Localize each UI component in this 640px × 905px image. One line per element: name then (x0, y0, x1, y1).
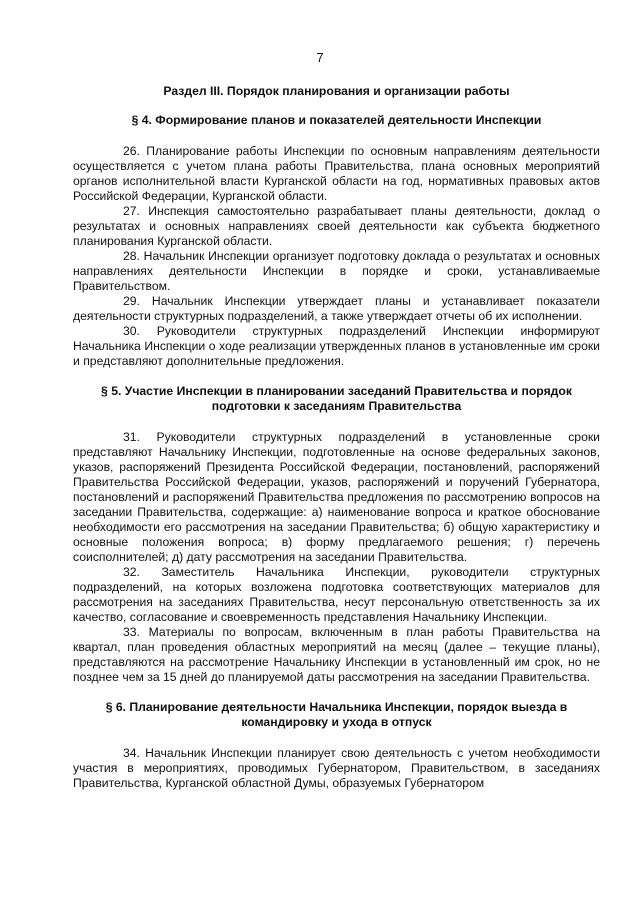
clause-30: 30. Руководители структурных подразделений Инспекции информируют Начальника Инспекции о ходе реализации утвержденных планов в установленные им сроки и представляют дополнительные предложения. (73, 324, 600, 368)
clause-31: 31. Руководители структурных подразделений в установленные сроки представляют Начальнику Инспекции, подготовленные на основе федеральных законов, указов, распоряжений Президента Российской Федерации, постановлений, распоряжений Правительства Российской Федерации, указов, распоряжений и поручений Губернатора, постановлений и распоряжений Правительства предложения по рассмотрению вопросов на заседании Правительства, содержащие: а) наименование вопроса и краткое обоснование необходимости его рассмотрения на заседании Правительства; б) общую характеристику и основные положения вопроса; в) форму предлагаемого решения; г) перечень соисполнителей; д) дату рассмотрения на заседании Правительства. (73, 430, 600, 564)
clause-34: 34. Начальник Инспекции планирует свою деятельность с учетом необходимости участия в мероприятиях, проводимых Губернатором, Правительством, в заседаниях Правительства, Курганской областной Думы, образуемых Губернатором (73, 746, 600, 790)
clause-28: 28. Начальник Инспекции организует подготовку доклада о результатах и основных направлениях деятельности Инспекции в порядке и сроки, устанавливаемые Правительством. (73, 249, 600, 293)
clause-32: 32. Заместитель Начальника Инспекции, руководители структурных подразделений, на которых возложена подготовка соответствующих материалов для рассмотрения на заседаниях Правительства, несут персональную ответственность за их качество, согласование и своевременность представления Начальнику Инспекции. (73, 565, 600, 624)
clause-26: 26. Планирование работы Инспекции по основным направлениям деятельности осуществляется с учетом плана работы Правительства, плана основных мероприятий органов исполнительной власти Курганской области на год, нормативных правовых актов Российской Федерации, Курганской области. (73, 144, 600, 203)
document-body (73, 84, 600, 791)
paragraph-6-title: § 6. Планирование деятельности Начальника Инспекции, порядок выезда в командировку и ухода в отпуск (105, 700, 568, 729)
paragraph-4-title: § 4. Формирование планов и показателей деятельности Инспекции (131, 113, 542, 127)
paragraph-5-title: § 5. Участие Инспекции в планировании заседаний Правительства и порядок подготовки к заседаниям Правительства (101, 384, 572, 413)
clause-29: 29. Начальник Инспекции утверждает планы и устанавливает показатели деятельности структурных подразделений, а также утверждает отчеты об их исполнении. (73, 294, 600, 323)
clause-33: 33. Материалы по вопросам, включенным в план работы Правительства на квартал, план проведения областных мероприятий на месяц (далее – текущие планы), представляются на рассмотрение Начальнику Инспекции в установленный им срок, но не позднее чем за 15 дней до планируемой даты рассмотрения на заседании Правительства. (73, 625, 600, 684)
section-title: Раздел III. Порядок планирования и организации работы (163, 84, 510, 98)
page-number: 7 (316, 50, 324, 65)
clause-27: 27. Инспекция самостоятельно разрабатывает планы деятельности, доклад о результатах и основных направлениях своей деятельности как субъекта бюджетного планирования Курганской области. (73, 204, 600, 248)
